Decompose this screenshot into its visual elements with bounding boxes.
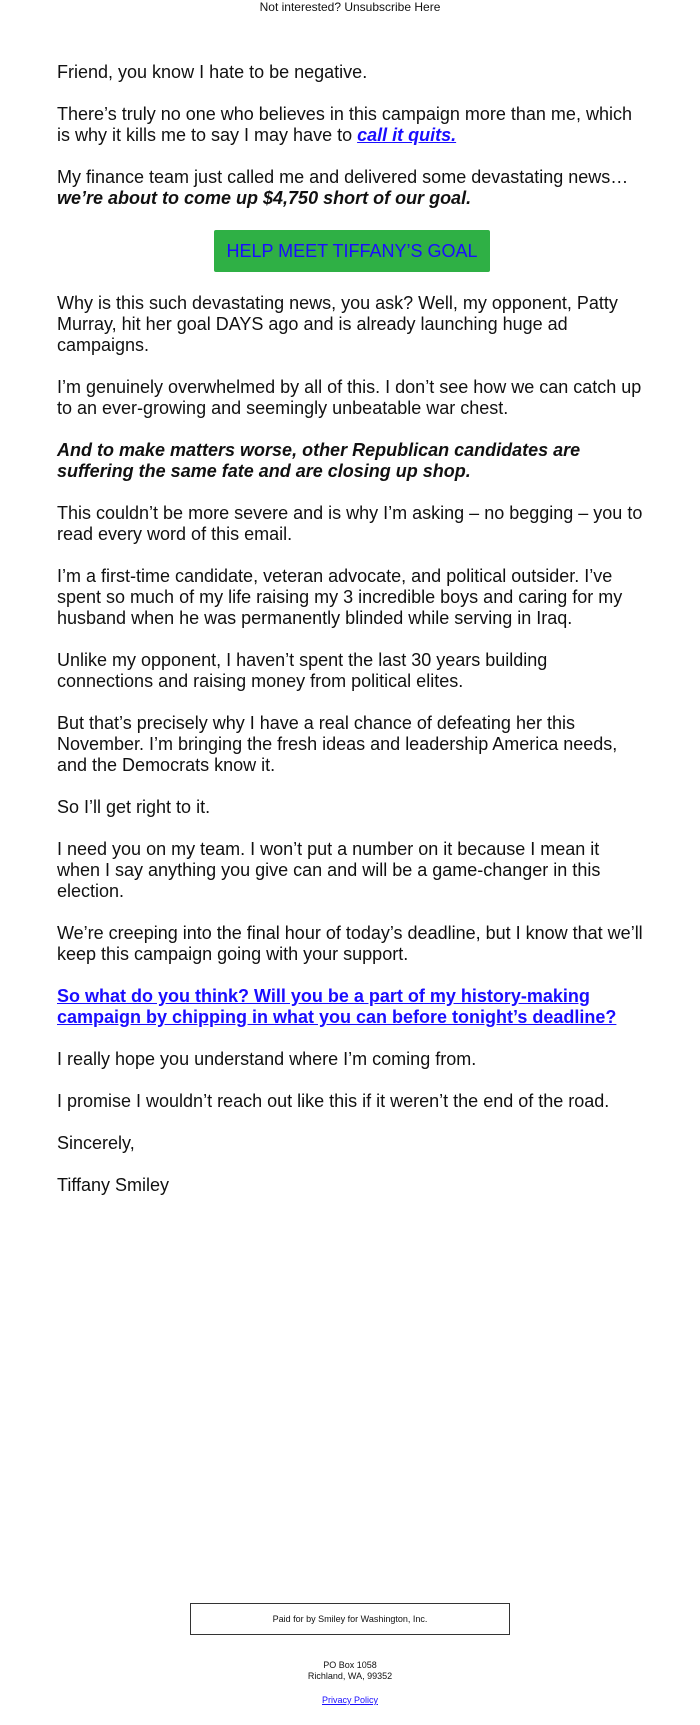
paragraph-2-text: There’s truly no one who believes in this campaign more than me, which is why it kills me to say I may have to bbox=[57, 104, 632, 145]
unsubscribe-bar bbox=[0, 0, 700, 18]
unsubscribe-link[interactable]: Not interested? Unsubscribe Here bbox=[259, 0, 441, 14]
greeting: Friend, you know I hate to be negative. bbox=[57, 62, 368, 82]
cta-container bbox=[57, 230, 647, 272]
mailing-address bbox=[0, 1660, 700, 1682]
signature: Tiffany Smiley bbox=[57, 1175, 170, 1195]
paragraph-15: I really hope you understand where I’m coming from. bbox=[57, 1049, 477, 1069]
paragraph-4: Why is this such devastating news, you ask? Well, my opponent, Patty Murray, hit her goal DAYS ago and is already launching huge ad campaigns. bbox=[57, 293, 618, 355]
call-it-quits-link[interactable]: call it quits. bbox=[357, 125, 457, 145]
paragraph-7: This couldn’t be more severe and is why I’m asking – no begging – you to read every word of this email. bbox=[57, 503, 643, 544]
paragraph-3 bbox=[57, 167, 647, 209]
paragraph-6: And to make matters worse, other Republican candidates are suffering the same fate and are closing up shop. bbox=[57, 440, 581, 481]
paid-for-disclaimer: Paid for by Smiley for Washington, Inc. bbox=[190, 1603, 510, 1635]
paragraph-9: Unlike my opponent, I haven’t spent the last 30 years building connections and raising money from political elites. bbox=[57, 650, 548, 691]
address-line-1: PO Box 1058 bbox=[323, 1660, 377, 1670]
paragraph-3-text: My finance team just called me and delivered some devastating news… bbox=[57, 167, 629, 187]
signoff: Sincerely, bbox=[57, 1133, 135, 1153]
paragraph-13: We’re creeping into the final hour of today’s deadline, but I know that we’ll keep this campaign going with your support. bbox=[57, 923, 643, 964]
email-body bbox=[57, 62, 647, 1217]
privacy-section bbox=[0, 1695, 700, 1705]
chip-in-link[interactable]: So what do you think? Will you be a part of my history-making campaign by chipping in what you can before tonight’s deadline? bbox=[57, 986, 617, 1027]
paragraph-11: So I’ll get right to it. bbox=[57, 797, 211, 817]
paragraph-14 bbox=[57, 986, 647, 1028]
paragraph-10: But that’s precisely why I have a real chance of defeating her this November. I’m bringing the fresh ideas and leadership America needs, and the Democrats know it. bbox=[57, 713, 618, 775]
address-line-2: Richland, WA, 99352 bbox=[307, 1671, 393, 1681]
paragraph-8: I’m a first-time candidate, veteran advocate, and political outsider. I’ve spent so much of my life raising my 3 incredible boys and caring for my husband when he was permanently blinded while serving in Iraq. bbox=[57, 566, 623, 628]
paragraph-2 bbox=[57, 104, 647, 146]
paragraph-12: I need you on my team. I won’t put a number on it because I mean it when I say anything you give can and will be a game-changer in this election. bbox=[57, 839, 601, 901]
help-meet-goal-button[interactable]: HELP MEET TIFFANY’S GOAL bbox=[214, 230, 489, 272]
privacy-policy-link[interactable]: Privacy Policy bbox=[321, 1695, 378, 1705]
paragraph-3-bold: we’re about to come up $4,750 short of our goal. bbox=[57, 188, 472, 208]
paragraph-5: I’m genuinely overwhelmed by all of this. I don’t see how we can catch up to an ever-growing and seemingly unbeatable war chest. bbox=[57, 377, 642, 418]
paragraph-16: I promise I wouldn’t reach out like this if it weren’t the end of the road. bbox=[57, 1091, 610, 1111]
